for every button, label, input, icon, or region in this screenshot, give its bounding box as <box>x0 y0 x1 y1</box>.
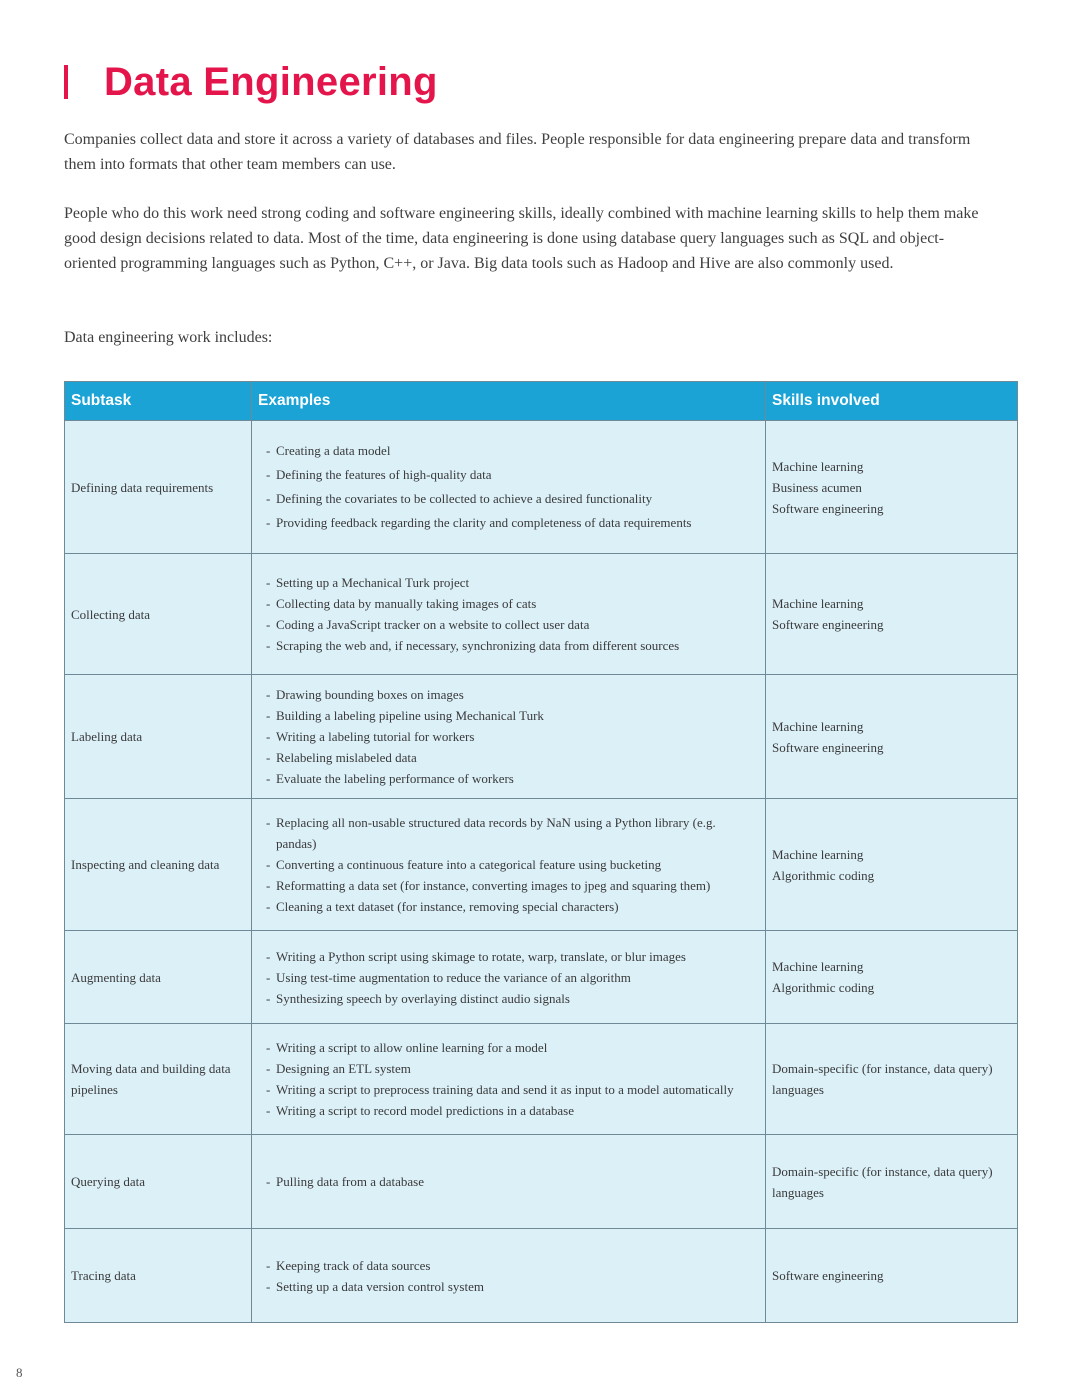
examples-list <box>258 946 759 1009</box>
skill-item: Machine learning <box>772 718 864 734</box>
table-row <box>65 554 1018 675</box>
skill-item: Machine learning <box>772 458 864 474</box>
subtask-cell: Querying data <box>65 1135 252 1229</box>
subtask-cell: Augmenting data <box>65 931 252 1024</box>
skills-cell <box>766 799 1018 931</box>
example-item: - Relabeling mislabeled data <box>266 747 759 768</box>
skills-list <box>772 456 1011 519</box>
skills-cell <box>766 1024 1018 1135</box>
example-item: - Building a labeling pipeline using Mechanical Turk <box>266 705 759 726</box>
skills-list <box>772 1161 1011 1203</box>
skills-list <box>772 844 1011 886</box>
table-row <box>65 421 1018 554</box>
example-item: - Writing a script to preprocess training data and send it as input to a model automatically <box>266 1079 759 1100</box>
examples-list <box>258 439 759 535</box>
skills-cell <box>766 931 1018 1024</box>
skills-cell <box>766 421 1018 554</box>
table-row <box>65 799 1018 931</box>
example-item: - Converting a continuous feature into a categorical feature using bucketing <box>266 854 759 875</box>
examples-cell <box>252 799 766 931</box>
example-item: - Designing an ETL system <box>266 1058 759 1079</box>
examples-cell <box>252 931 766 1024</box>
examples-list <box>258 1171 759 1192</box>
examples-cell <box>252 1135 766 1229</box>
example-item: - Reformatting a data set (for instance, converting images to jpeg and squaring them) <box>266 875 759 896</box>
example-item: - Writing a Python script using skimage to rotate, warp, translate, or blur images <box>266 946 759 967</box>
table-header-row <box>65 382 1018 421</box>
examples-cell <box>252 1024 766 1135</box>
example-item: - Synthesizing speech by overlaying distinct audio signals <box>266 988 759 1009</box>
skills-cell <box>766 1135 1018 1229</box>
table-row <box>65 1024 1018 1135</box>
example-item: - Writing a script to record model predictions in a database <box>266 1100 759 1121</box>
example-item: - Scraping the web and, if necessary, synchronizing data from different sources <box>266 635 759 656</box>
example-item: - Evaluate the labeling performance of workers <box>266 768 759 789</box>
example-item: - Setting up a data version control system <box>266 1276 759 1297</box>
examples-list <box>258 812 759 917</box>
skill-item: Software engineering <box>772 500 884 516</box>
examples-list <box>258 684 759 789</box>
skills-list <box>772 593 1011 635</box>
subtask-cell: Inspecting and cleaning data <box>65 799 252 931</box>
subtask-cell: Collecting data <box>65 554 252 675</box>
skill-item: Software engineering <box>772 1268 884 1283</box>
skills-list <box>772 1265 1011 1286</box>
table-row <box>65 1229 1018 1323</box>
skills-list <box>772 1058 1011 1100</box>
page-title: Data Engineering <box>104 59 438 104</box>
skills-cell <box>766 1229 1018 1323</box>
subtask-cell: Labeling data <box>65 675 252 799</box>
example-item: - Writing a labeling tutorial for workers <box>266 726 759 747</box>
examples-cell <box>252 1229 766 1323</box>
skill-item: Machine learning <box>772 846 864 862</box>
example-item: - Defining the covariates to be collected to achieve a desired functionality <box>266 487 759 511</box>
skill-item: Machine learning <box>772 596 864 611</box>
skills-cell <box>766 675 1018 799</box>
skills-list <box>772 716 1011 758</box>
example-item: - Cleaning a text dataset (for instance, removing special characters) <box>266 896 759 917</box>
header-subtask: Subtask <box>65 382 252 421</box>
skill-item: Domain-specific (for instance, data query) languages <box>772 1163 993 1200</box>
header-examples: Examples <box>252 382 766 421</box>
examples-list <box>258 1037 759 1121</box>
skill-item: Domain-specific (for instance, data query) languages <box>772 1061 993 1097</box>
skill-item: Software engineering <box>772 617 884 632</box>
title-row <box>64 54 438 110</box>
table-body <box>65 421 1018 1323</box>
subtask-cell: Tracing data <box>65 1229 252 1323</box>
skills-list <box>772 956 1011 998</box>
skill-item: Algorithmic coding <box>772 980 875 995</box>
data-engineering-table <box>64 381 1018 1323</box>
example-item: - Drawing bounding boxes on images <box>266 684 759 705</box>
intro-paragraph: Companies collect data and store it across a variety of databases and files. People responsible for data engineering prepare data and transform them into formats that other team members can use. <box>64 131 971 173</box>
skills-cell <box>766 554 1018 675</box>
example-item: - Setting up a Mechanical Turk project <box>266 572 759 593</box>
example-item: - Creating a data model <box>266 439 759 463</box>
example-item: - Defining the features of high-quality data <box>266 463 759 487</box>
subtask-cell: Moving data and building data pipelines <box>65 1024 252 1135</box>
example-item: - Collecting data by manually taking images of cats <box>266 593 759 614</box>
examples-list <box>258 1255 759 1297</box>
example-item: - Coding a JavaScript tracker on a website to collect user data <box>266 614 759 635</box>
page-number: 8 <box>16 1365 23 1380</box>
subtask-cell: Defining data requirements <box>65 421 252 554</box>
skill-item: Machine learning <box>772 959 864 974</box>
skills-paragraph: People who do this work need strong coding and software engineering skills, ideally combined with machine learning skills to help them make good design decisions related to data. Most of the time, data engineering is done using database query languages such as SQL and object-oriented programming languages such as Python, C++, or Java. Big data tools such as Hadoop and Hive are also commonly used. <box>64 205 979 272</box>
example-item: - Pulling data from a database <box>266 1171 759 1192</box>
example-item: - Providing feedback regarding the clarity and completeness of data requirements <box>266 511 759 535</box>
skill-item: Business acumen <box>772 479 862 495</box>
header-skills: Skills involved <box>766 382 1018 421</box>
table-row <box>65 675 1018 799</box>
example-item: - Keeping track of data sources <box>266 1255 759 1276</box>
skill-item: Algorithmic coding <box>772 867 875 883</box>
examples-cell <box>252 675 766 799</box>
table-row <box>65 1135 1018 1229</box>
examples-cell <box>252 554 766 675</box>
skill-item: Software engineering <box>772 739 884 755</box>
work-includes-label: Data engineering work includes: <box>64 329 273 346</box>
example-item: - Writing a script to allow online learning for a model <box>266 1037 759 1058</box>
table-row <box>65 931 1018 1024</box>
examples-list <box>258 572 759 656</box>
example-item: - Using test-time augmentation to reduce the variance of an algorithm <box>266 967 759 988</box>
example-item: - Replacing all non-usable structured data records by NaN using a Python library (e.g. pandas) <box>266 812 759 854</box>
examples-cell <box>252 421 766 554</box>
title-accent-bar <box>64 65 68 99</box>
